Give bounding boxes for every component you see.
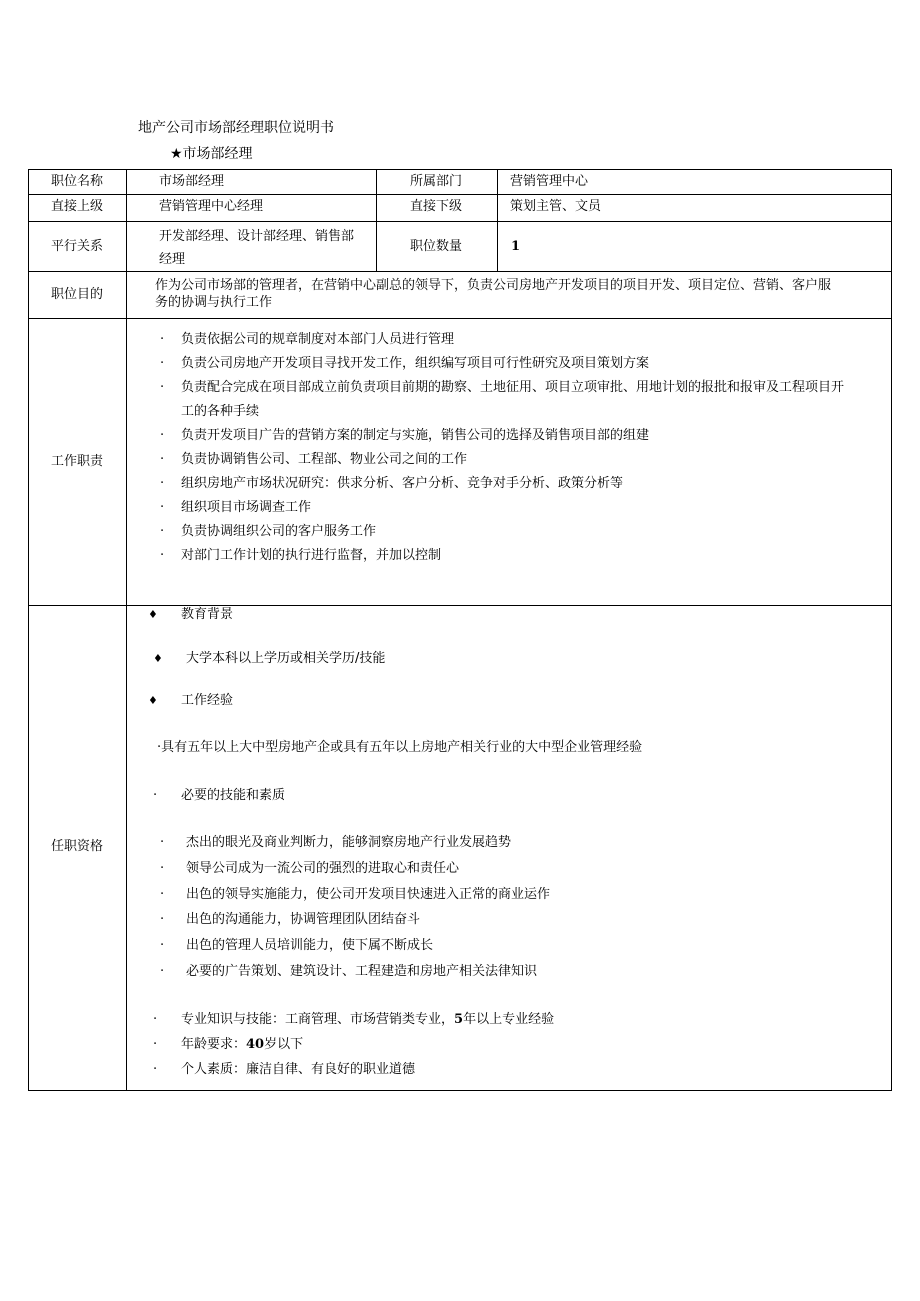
- row-divider: [28, 194, 892, 195]
- bullet-dot: ·: [160, 964, 165, 979]
- duty-item: 组织项目市场调查工作: [181, 500, 312, 515]
- duty-item: 负责依据公司的规章制度对本部门人员进行管理: [181, 332, 455, 347]
- doc-subtitle: ★市场部经理: [170, 146, 253, 162]
- duty-item: 对部门工作计划的执行进行监督，并加以控制: [181, 548, 442, 563]
- education-value: 大学本科以上学历或相关学历/技能: [186, 651, 386, 666]
- bullet-dot: ·: [160, 548, 165, 563]
- diamond-bullet-icon: ♦: [148, 608, 158, 621]
- row-divider: [28, 271, 892, 272]
- bullet-dot: ·: [160, 380, 165, 395]
- professional-knowledge-prefix: 专业知识与技能：工商管理、市场营销类专业，: [181, 1012, 455, 1027]
- skill-item: 出色的领导实施能力，使公司开发项目快速进入正常的商业运作: [186, 887, 551, 902]
- bullet-dot: ·: [160, 452, 165, 467]
- label-department: 所属部门: [410, 174, 463, 189]
- professional-knowledge: [181, 1011, 554, 1029]
- bullet-dot: ·: [160, 476, 165, 491]
- personal-quality: 个人素质：廉洁自律、有良好的职业道德: [181, 1062, 416, 1077]
- bullet-dot: ·: [160, 500, 165, 515]
- value-department: 营销管理中心: [510, 174, 589, 189]
- value-parallel-relations-line2: 经理: [159, 252, 186, 267]
- bullet-dot: ·: [160, 912, 165, 927]
- value-position-count: 1: [511, 239, 521, 254]
- table-border-bottom: [28, 1090, 892, 1091]
- age-requirement-prefix: 年龄要求：: [181, 1037, 247, 1052]
- value-position-name: 市场部经理: [159, 174, 225, 189]
- table-border-right: [891, 169, 892, 1091]
- duty-item-continued: 工的各种手续: [181, 404, 260, 419]
- duty-item: 负责公司房地产开发项目寻找开发工作，组织编写项目可行性研究及项目策划方案: [181, 356, 650, 371]
- professional-knowledge-suffix: 年以上专业经验: [463, 1012, 555, 1027]
- value-direct-subordinate: 策划主管、文员: [510, 199, 602, 214]
- row-divider: [28, 318, 892, 319]
- value-direct-superior: 营销管理中心经理: [159, 199, 264, 214]
- experience-value: ·具有五年以上大中型房地产企或具有五年以上房地产相关行业的大中型企业管理经验: [157, 740, 643, 755]
- purpose-line1: 作为公司市场部的管理者，在营销中心副总的领导下，负责公司房地产开发项目的项目开发、项目定位、营销、客户服: [155, 278, 832, 293]
- skill-item: 必要的广告策划、建筑设计、工程建造和房地产相关法律知识: [186, 964, 538, 979]
- bullet-dot: ·: [160, 356, 165, 371]
- label-qualifications: 任职资格: [50, 839, 103, 854]
- duty-item: 负责配合完成在项目部成立前负责项目前期的勘察、土地征用、项目立项审批、用地计划的报批和报审及工程项目开: [181, 380, 845, 395]
- bullet-dot: ·: [153, 1037, 158, 1052]
- diamond-bullet-icon: ♦: [153, 652, 163, 665]
- duty-item: 负责协调组织公司的客户服务工作: [181, 524, 377, 539]
- skill-item: 出色的管理人员培训能力，使下属不断成长: [186, 938, 434, 953]
- bullet-dot: ·: [153, 1012, 158, 1027]
- label-job-duties: 工作职责: [50, 454, 103, 469]
- age-requirement-suffix: 岁以下: [264, 1037, 304, 1052]
- bullet-dot: ·: [153, 1062, 158, 1077]
- experience-heading: 工作经验: [181, 693, 234, 708]
- skill-item: 领导公司成为一流公司的强烈的进取心和责任心: [186, 861, 460, 876]
- skill-item: 杰出的眼光及商业判断力，能够洞察房地产行业发展趋势: [186, 835, 512, 850]
- bullet-dot: ·: [160, 835, 165, 850]
- label-parallel-relations: 平行关系: [50, 239, 103, 254]
- education-heading: 教育背景: [181, 607, 234, 622]
- bullet-dot: ·: [160, 861, 165, 876]
- duty-item: 负责协调销售公司、工程部、物业公司之间的工作: [181, 452, 468, 467]
- label-position-purpose: 职位目的: [50, 287, 103, 302]
- skills-heading: 必要的技能和素质: [181, 788, 286, 803]
- diamond-bullet-icon: ♦: [148, 694, 158, 707]
- label-direct-subordinate: 直接下级: [410, 199, 463, 214]
- bullet-dot: ·: [160, 938, 165, 953]
- bullet-dot: ·: [160, 524, 165, 539]
- professional-years: 5: [454, 1012, 464, 1027]
- table-border-top: [28, 169, 892, 170]
- doc-title: 地产公司市场部经理职位说明书: [138, 120, 334, 136]
- age-requirement: [181, 1036, 303, 1054]
- age-number: 40: [246, 1037, 265, 1052]
- skill-item: 出色的沟通能力，协调管理团队团结奋斗: [186, 912, 421, 927]
- bullet-dot: ·: [160, 332, 165, 347]
- duty-item: 组织房地产市场状况研究：供求分析、客户分析、竞争对手分析、政策分析等: [181, 476, 624, 491]
- table-border-left: [28, 169, 29, 1091]
- label-position-count: 职位数量: [410, 239, 463, 254]
- column-divider: [126, 169, 127, 1091]
- label-direct-superior: 直接上级: [50, 199, 103, 214]
- label-position-name: 职位名称: [50, 174, 103, 189]
- bullet-dot: ·: [153, 788, 158, 803]
- duty-item: 负责开发项目广告的营销方案的制定与实施，销售公司的选择及销售项目部的组建: [181, 428, 650, 443]
- purpose-line2: 务的协调与执行工作: [155, 295, 273, 310]
- row-divider: [28, 221, 892, 222]
- column-divider: [497, 169, 498, 272]
- bullet-dot: ·: [160, 887, 165, 902]
- column-divider: [376, 169, 377, 272]
- value-parallel-relations-line1: 开发部经理、设计部经理、销售部: [159, 229, 355, 244]
- bullet-dot: ·: [160, 428, 165, 443]
